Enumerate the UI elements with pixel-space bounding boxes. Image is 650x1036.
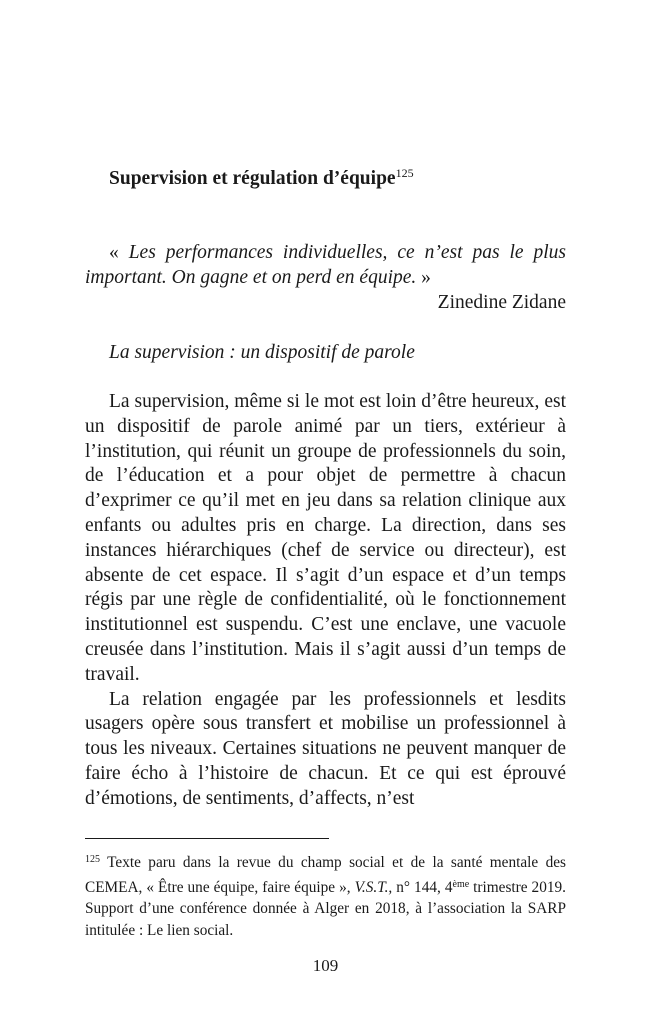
footnote bbox=[85, 849, 566, 941]
subsection-title: La supervision : un dispositif de parole bbox=[109, 342, 415, 363]
epigraph-quote-text: Les performances individuelles, ce n’est pas le plus important. On gagne et on perd en équipe. bbox=[85, 242, 566, 288]
footnote-reference[interactable]: 125 bbox=[395, 166, 414, 180]
paragraph: La relation engagée par les professionnels et lesdits usagers opère sous transfert et mobilise un professionnel à tous les niveaux. Certaines situations ne peuvent manquer de faire écho à l’histoire de chacun. Et ce qui est éprouvé d’émotions, de sentiments, d’affects, n’est bbox=[85, 688, 566, 809]
epigraph-quote bbox=[85, 240, 566, 290]
page-number: 109 bbox=[312, 956, 339, 975]
heading-title: Supervision et régulation d’équipe bbox=[109, 168, 396, 189]
footnote-journal-title: V.S.T., bbox=[354, 878, 393, 896]
footnote-text-mid: n° 144, 4 bbox=[392, 878, 453, 896]
footnote-separator bbox=[85, 838, 329, 839]
section-heading bbox=[109, 166, 414, 190]
epigraph-open-quote: « bbox=[109, 242, 129, 263]
epigraph-close-quote: » bbox=[416, 267, 431, 288]
body-text bbox=[85, 390, 566, 812]
footnote-text-after: trimestre 2019. Support d’une conférence donnée à Alger en 2018, à l’association la SARP intitulée : Le lien social. bbox=[85, 878, 566, 939]
footnote-number: 125 bbox=[85, 854, 100, 865]
epigraph-author: Zinedine Zidane bbox=[437, 292, 566, 313]
footnote-ordinal-superscript: ème bbox=[452, 878, 470, 890]
paragraph: La supervision, même si le mot est loin d’être heureux, est un dispositif de parole animé par un tiers, extérieur à l’institution, qui réunit un groupe de professionnels du soin, de l’éducation et a pour objet de permettre à chacun d’exprimer ce qu’il met en jeu dans sa relation clinique aux enfants ou adultes pris en charge. La direction, dans ses instances hiérarchiques (chef de service ou directeur), est absente de cet espace. Il s’agit d’un espace et d’un temps régis par une règle de confidentialité, où le fonctionnement institutionnel est suspendu. C’est une enclave, une vacuole creusée dans l’institution. Mais il s’agit aussi d’un temps de travail. bbox=[85, 391, 566, 685]
footnote-text-before: Texte paru dans la revue du champ social et de la santé mentale des CEMEA, « Être une équipe, faire équipe », bbox=[85, 854, 566, 896]
